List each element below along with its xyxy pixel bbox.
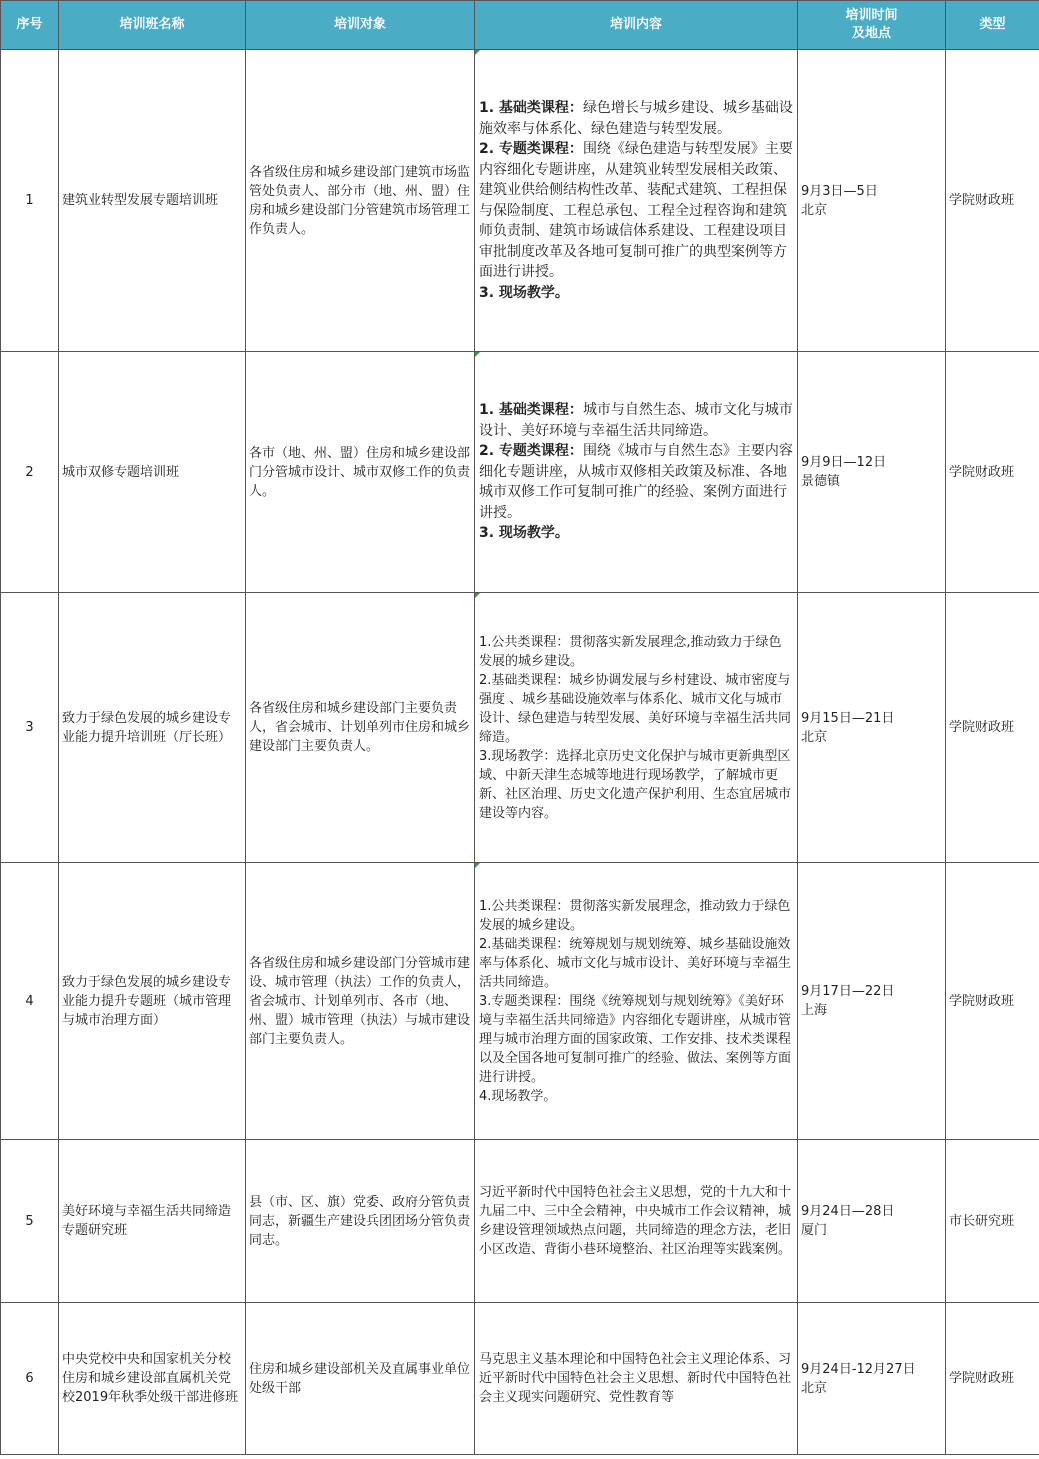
cell-type: 市长研究班	[946, 1140, 1039, 1303]
content-item	[479, 283, 793, 304]
cell-marker	[475, 863, 480, 868]
cell-content	[475, 352, 798, 593]
header-seq: 序号	[1, 1, 59, 50]
cell-type: 学院财政班	[946, 50, 1039, 352]
content-item	[479, 935, 793, 992]
cell-name: 中央党校中央和国家机关分校住房和城乡建设部直属机关党校2019年秋季处级干部进修班	[59, 1303, 246, 1455]
cell-type: 学院财政班	[946, 593, 1039, 863]
content-item-text: 习近平新时代中国特色社会主义思想，党的十九大和十九届二中、三中全会精神，中央城市工作会议精神，城乡建设管理领域热点问题，共同缔造的理念方法，老旧小区改造、背街小巷环境整治、社区治理等实践案例。	[479, 1185, 792, 1257]
cell-time-place	[798, 593, 946, 863]
table-row	[1, 352, 1039, 593]
content-item	[479, 1350, 793, 1407]
cell-type: 学院财政班	[946, 352, 1039, 593]
cell-place: 景德镇	[801, 474, 841, 489]
content-item	[479, 441, 793, 523]
table-row	[1, 863, 1039, 1140]
cell-date: 9月9日—12日	[801, 455, 887, 470]
content-item	[479, 747, 793, 823]
content-item-text: 1.公共类课程：贯彻落实新发展理念，推动致力于绿色发展的城乡建设。	[479, 898, 791, 933]
header-time-place-line1: 培训时间	[845, 8, 898, 23]
content-item	[479, 897, 793, 935]
content-item-label: 2. 专题类课程：	[479, 443, 583, 460]
cell-content	[475, 863, 798, 1140]
table-row	[1, 1140, 1039, 1303]
content-item-text: 4.现场教学。	[479, 1088, 557, 1104]
cell-seq: 1	[1, 50, 59, 352]
content-item-text: 2.基础类课程：统筹规划与规划统筹、城乡基础设施效率与体系化、城市文化与城市设计、美好环境与幸福生活共同缔造。	[479, 936, 792, 990]
content-item	[479, 400, 793, 441]
content-item-label: 1. 基础类课程：	[479, 402, 583, 419]
cell-target: 各省级住房和城乡建设部门建筑市场监管处负责人、部分市（地、州、盟）住房和城乡建设部门分管建筑市场管理工作负责人。	[246, 50, 475, 352]
cell-date: 9月17日—22日	[801, 984, 895, 999]
table-row	[1, 1303, 1039, 1455]
cell-date: 9月3日—5日	[801, 183, 878, 199]
cell-name: 美好环境与幸福生活共同缔造专题研究班	[59, 1140, 246, 1303]
cell-seq: 6	[1, 1303, 59, 1455]
content-item-text: 围绕《绿色建造与转型发展》主要内容细化专题讲座，从建筑业转型发展相关政策、建筑业供给侧结构性改革、装配式建筑、工程担保与保险制度、工程总承包、工程全过程咨询和建筑师负责制、建筑市场诚信体系建设、工程建设项目审批制度改革及各地可复制可推广的典型案例等方面进行讲授。	[479, 141, 793, 280]
cell-time-place	[798, 1140, 946, 1303]
content-item	[479, 98, 793, 139]
cell-target: 县（市、区、旗）党委、政府分管负责同志，新疆生产建设兵团团场分管负责同志。	[246, 1140, 475, 1303]
content-item-label: 2. 专题类课程：	[479, 141, 583, 157]
cell-place: 厦门	[801, 1223, 828, 1238]
cell-content	[475, 1140, 798, 1303]
cell-seq: 3	[1, 593, 59, 863]
cell-time-place	[798, 352, 946, 593]
cell-marker	[475, 593, 480, 598]
content-item	[479, 1087, 793, 1106]
cell-place: 北京	[801, 729, 828, 745]
content-item	[479, 992, 793, 1087]
cell-name: 致力于绿色发展的城乡建设专业能力提升专题班（城市管理与城市治理方面）	[59, 863, 246, 1140]
cell-date: 9月15日—21日	[801, 710, 895, 726]
cell-place: 北京	[801, 202, 828, 218]
content-item-label: 3. 现场教学。	[479, 284, 569, 301]
cell-time-place	[798, 1303, 946, 1455]
content-item-text: 城市与自然生态、城市文化与城市设计、美好环境与幸福生活共同缔造。	[479, 402, 793, 439]
header-content: 培训内容	[475, 1, 798, 50]
content-item-text: 2.基础类课程：城乡协调发展与乡村建设、城市密度与强度 、城乡基础设施效率与体系化、城市文化与城市设计、绿色建造与转型发展、美好环境与幸福生活共同缔造。	[479, 672, 792, 745]
cell-content	[475, 50, 798, 352]
content-item-label: 3. 现场教学。	[479, 525, 569, 542]
content-item-text: 1.公共类课程：贯彻落实新发展理念,推动致力于绿色发展的城乡建设。	[479, 634, 782, 669]
cell-time-place	[798, 50, 946, 352]
cell-marker	[475, 50, 480, 55]
header-time-place-line2: 及地点	[851, 26, 891, 41]
cell-name: 城市双修专题培训班	[59, 352, 246, 593]
content-item	[479, 523, 793, 544]
cell-target: 住房和城乡建设部机关及直属事业单位处级干部	[246, 1303, 475, 1455]
header-type: 类型	[946, 1, 1039, 50]
table-row	[1, 593, 1039, 863]
table-row	[1, 50, 1039, 352]
cell-type: 学院财政班	[946, 863, 1039, 1140]
cell-name: 致力于绿色发展的城乡建设专业能力提升培训班（厅长班）	[59, 593, 246, 863]
header-time-place	[798, 1, 946, 50]
cell-target: 各省级住房和城乡建设部门分管城市建设、城市管理（执法）工作的负责人，省会城市、计划单列市、各市（地、州、盟）城市管理（执法）与城市建设部门主要负责人。	[246, 863, 475, 1140]
cell-date: 9月24日—28日	[801, 1204, 895, 1219]
cell-seq: 5	[1, 1140, 59, 1303]
cell-type: 学院财政班	[946, 1303, 1039, 1455]
content-item-text: 3.专题类课程：围绕《统筹规划与规划统筹》《美好环境与幸福生活共同缔造》内容细化专题讲座，从城市管理与城市治理方面的国家政策、工作安排、技术类课程以及全国各地可复制可推广的经验、做法、案例等方面进行讲授。	[479, 993, 792, 1085]
cell-target: 各省级住房和城乡建设部门主要负责人，省会城市、计划单列市住房和城乡建设部门主要负责人。	[246, 593, 475, 863]
content-item-text: 绿色增长与城乡建设、城乡基础设施效率与体系化、绿色建造与转型发展。	[479, 100, 793, 137]
header-target: 培训对象	[246, 1, 475, 50]
cell-place: 上海	[801, 1003, 828, 1018]
content-item-label: 1. 基础类课程：	[479, 100, 583, 116]
cell-seq: 4	[1, 863, 59, 1140]
cell-date: 9月24日-12月27日	[801, 1361, 916, 1377]
cell-content	[475, 593, 798, 863]
cell-time-place	[798, 863, 946, 1140]
content-item-text: 围绕《城市与自然生态》主要内容细化专题讲座，从城市双修相关政策及标准、各地城市双修工作可复制可推广的经验、案例方面进行讲授。	[479, 443, 793, 521]
content-item	[479, 671, 793, 747]
cell-place: 北京	[801, 1380, 828, 1396]
content-item	[479, 1183, 793, 1259]
cell-name: 建筑业转型发展专题培训班	[59, 50, 246, 352]
content-item	[479, 139, 793, 283]
header-name: 培训班名称	[59, 1, 246, 50]
content-item	[479, 633, 793, 671]
content-item-text: 3.现场教学：选择北京历史文化保护与城市更新典型区域、中新天津生态城等地进行现场教学，了解城市更新、社区治理、历史文化遗产保护利用、生态宜居城市建设等内容。	[479, 748, 792, 821]
cell-seq: 2	[1, 352, 59, 593]
cell-target: 各市（地、州、盟）住房和城乡建设部门分管城市设计、城市双修工作的负责人。	[246, 352, 475, 593]
header-row	[1, 1, 1039, 50]
content-item-text: 马克思主义基本理论和中国特色社会主义理论体系、习近平新时代中国特色社会主义思想、新时代中国特色社会主义现实问题研究、党性教育等	[479, 1352, 792, 1405]
cell-content	[475, 1303, 798, 1455]
cell-marker	[475, 352, 480, 357]
